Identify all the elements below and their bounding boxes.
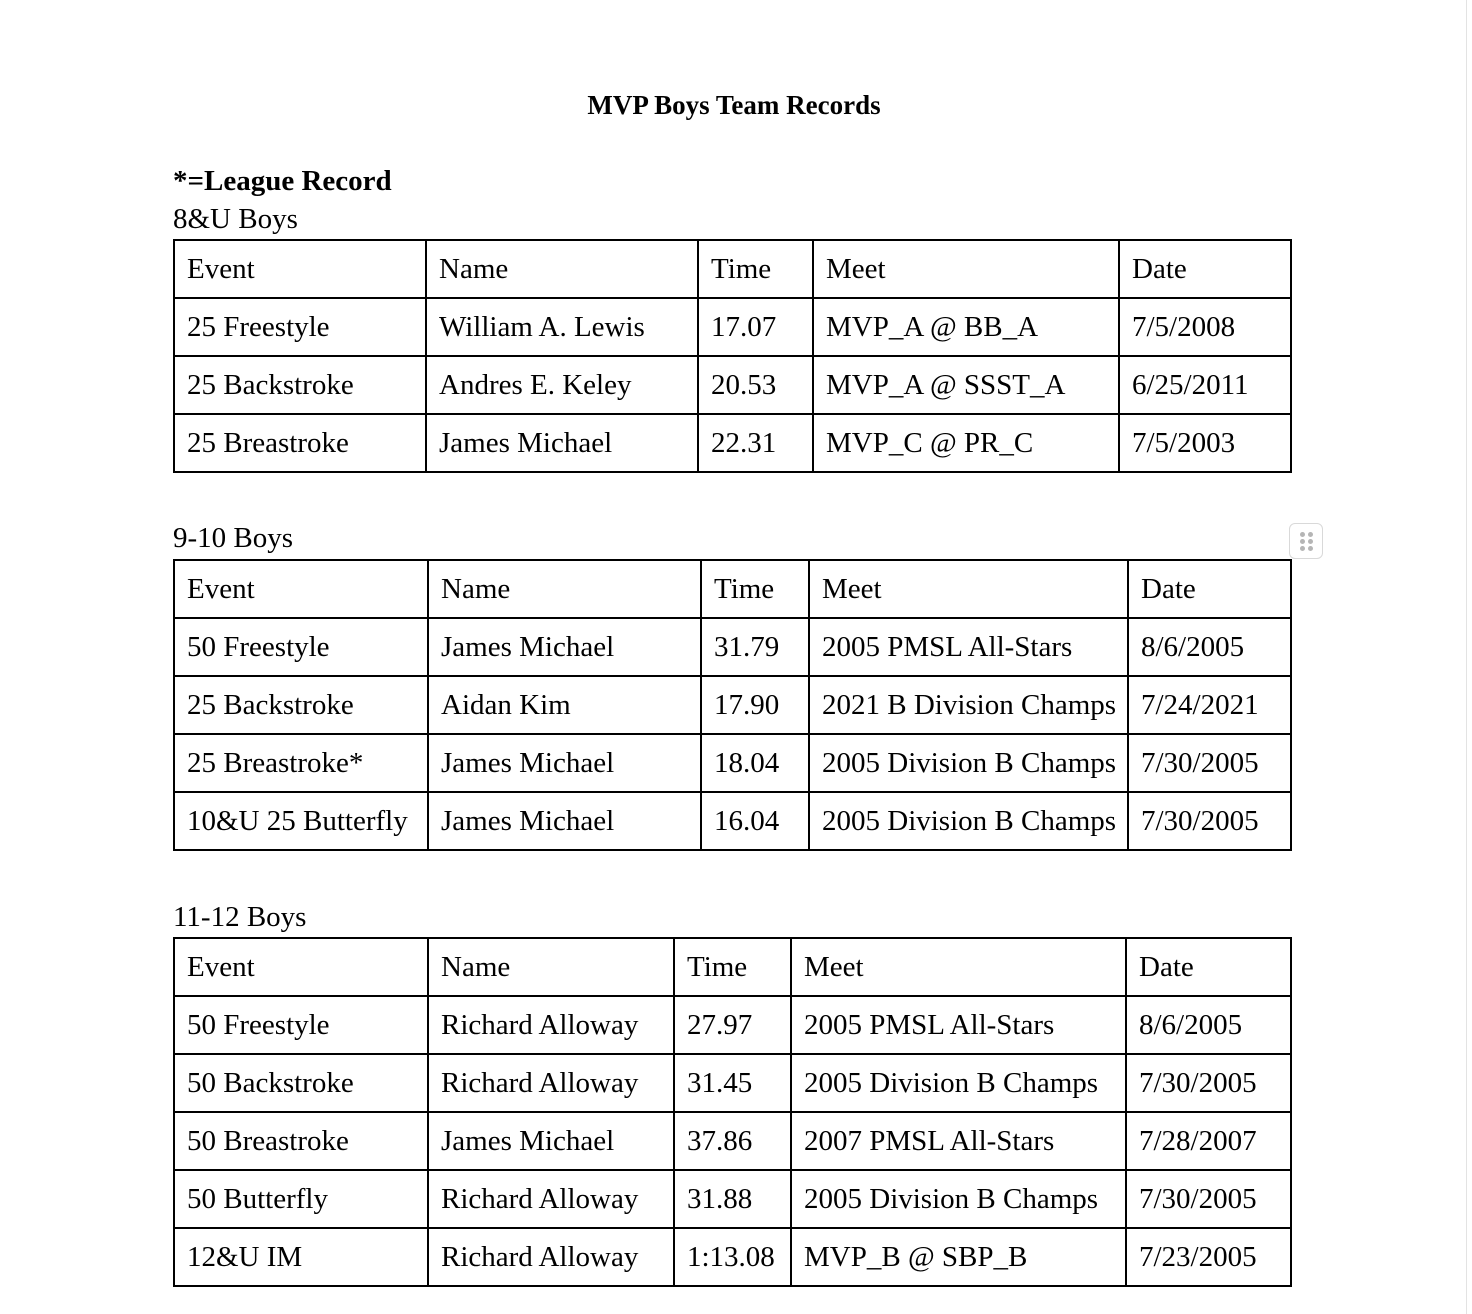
records-table-8u <box>173 239 1292 473</box>
cell-meet: 2005 PMSL All-Stars <box>809 618 1128 676</box>
league-record-legend: *=League Record <box>173 165 392 197</box>
cell-meet: MVP_C @ PR_C <box>813 414 1119 472</box>
table-header-row <box>174 938 1291 996</box>
cell-time: 20.53 <box>698 356 813 414</box>
cell-name: Aidan Kim <box>428 676 701 734</box>
cell-time: 18.04 <box>701 734 809 792</box>
cell-event: 25 Backstroke <box>174 676 428 734</box>
drag-handle-icon[interactable] <box>1289 523 1323 559</box>
cell-meet: 2021 B Division Champs <box>809 676 1128 734</box>
header-date: Date <box>1128 560 1291 618</box>
section-label-9-10: 9-10 Boys <box>173 522 294 554</box>
page-edge-divider <box>1466 0 1467 1314</box>
cell-event: 50 Breastroke <box>174 1112 428 1170</box>
header-meet: Meet <box>813 240 1119 298</box>
cell-name: James Michael <box>428 734 701 792</box>
cell-meet: MVP_A @ BB_A <box>813 298 1119 356</box>
header-name: Name <box>428 938 674 996</box>
table-row <box>174 1228 1291 1286</box>
table-row <box>174 792 1291 850</box>
cell-event: 25 Backstroke <box>174 356 426 414</box>
cell-meet: 2007 PMSL All-Stars <box>791 1112 1126 1170</box>
cell-name: James Michael <box>428 1112 674 1170</box>
cell-meet: 2005 PMSL All-Stars <box>791 996 1126 1054</box>
cell-time: 17.07 <box>698 298 813 356</box>
cell-name: James Michael <box>426 414 698 472</box>
cell-event: 50 Freestyle <box>174 996 428 1054</box>
records-table-11-12 <box>173 937 1292 1287</box>
cell-meet: 2005 Division B Champs <box>809 734 1128 792</box>
header-meet: Meet <box>791 938 1126 996</box>
cell-date: 7/30/2005 <box>1126 1054 1291 1112</box>
table-row <box>174 676 1291 734</box>
cell-event: 12&U IM <box>174 1228 428 1286</box>
cell-time: 27.97 <box>674 996 791 1054</box>
cell-name: Richard Alloway <box>428 1228 674 1286</box>
cell-date: 7/5/2008 <box>1119 298 1291 356</box>
cell-event: 50 Butterfly <box>174 1170 428 1228</box>
cell-date: 7/30/2005 <box>1128 734 1291 792</box>
cell-time: 22.31 <box>698 414 813 472</box>
cell-event: 50 Backstroke <box>174 1054 428 1112</box>
header-event: Event <box>174 240 426 298</box>
cell-name: Richard Alloway <box>428 1170 674 1228</box>
cell-name: William A. Lewis <box>426 298 698 356</box>
table-row <box>174 298 1291 356</box>
cell-event: 10&U 25 Butterfly <box>174 792 428 850</box>
table-header-row <box>174 560 1291 618</box>
header-event: Event <box>174 560 428 618</box>
records-table-9-10 <box>173 559 1292 851</box>
cell-meet: MVP_A @ SSST_A <box>813 356 1119 414</box>
table-row <box>174 1170 1291 1228</box>
cell-name: James Michael <box>428 618 701 676</box>
cell-event: 50 Freestyle <box>174 618 428 676</box>
cell-date: 8/6/2005 <box>1128 618 1291 676</box>
cell-time: 16.04 <box>701 792 809 850</box>
cell-date: 7/24/2021 <box>1128 676 1291 734</box>
cell-date: 7/23/2005 <box>1126 1228 1291 1286</box>
cell-name: Andres E. Keley <box>426 356 698 414</box>
header-meet: Meet <box>809 560 1128 618</box>
cell-time: 1:13.08 <box>674 1228 791 1286</box>
header-time: Time <box>674 938 791 996</box>
header-event: Event <box>174 938 428 996</box>
table-header-row <box>174 240 1291 298</box>
cell-date: 6/25/2011 <box>1119 356 1291 414</box>
cell-time: 17.90 <box>701 676 809 734</box>
header-name: Name <box>426 240 698 298</box>
header-date: Date <box>1126 938 1291 996</box>
cell-date: 7/5/2003 <box>1119 414 1291 472</box>
cell-date: 7/30/2005 <box>1126 1170 1291 1228</box>
cell-time: 37.86 <box>674 1112 791 1170</box>
table-row <box>174 996 1291 1054</box>
header-time: Time <box>698 240 813 298</box>
cell-meet: 2005 Division B Champs <box>809 792 1128 850</box>
section-label-8u: 8&U Boys <box>173 203 298 235</box>
cell-time: 31.79 <box>701 618 809 676</box>
cell-name: Richard Alloway <box>428 996 674 1054</box>
cell-event: 25 Breastroke* <box>174 734 428 792</box>
section-label-11-12: 11-12 Boys <box>173 901 307 933</box>
cell-date: 7/28/2007 <box>1126 1112 1291 1170</box>
cell-meet: 2005 Division B Champs <box>791 1054 1126 1112</box>
header-name: Name <box>428 560 701 618</box>
cell-meet: 2005 Division B Champs <box>791 1170 1126 1228</box>
cell-date: 8/6/2005 <box>1126 996 1291 1054</box>
table-row <box>174 618 1291 676</box>
header-time: Time <box>701 560 809 618</box>
cell-time: 31.88 <box>674 1170 791 1228</box>
cell-event: 25 Freestyle <box>174 298 426 356</box>
cell-name: Richard Alloway <box>428 1054 674 1112</box>
header-date: Date <box>1119 240 1291 298</box>
cell-date: 7/30/2005 <box>1128 792 1291 850</box>
table-row <box>174 734 1291 792</box>
cell-name: James Michael <box>428 792 701 850</box>
table-row <box>174 1054 1291 1112</box>
cell-time: 31.45 <box>674 1054 791 1112</box>
table-row <box>174 414 1291 472</box>
table-row <box>174 1112 1291 1170</box>
cell-meet: MVP_B @ SBP_B <box>791 1228 1126 1286</box>
table-row <box>174 356 1291 414</box>
cell-event: 25 Breastroke <box>174 414 426 472</box>
page-title: MVP Boys Team Records <box>587 90 881 120</box>
